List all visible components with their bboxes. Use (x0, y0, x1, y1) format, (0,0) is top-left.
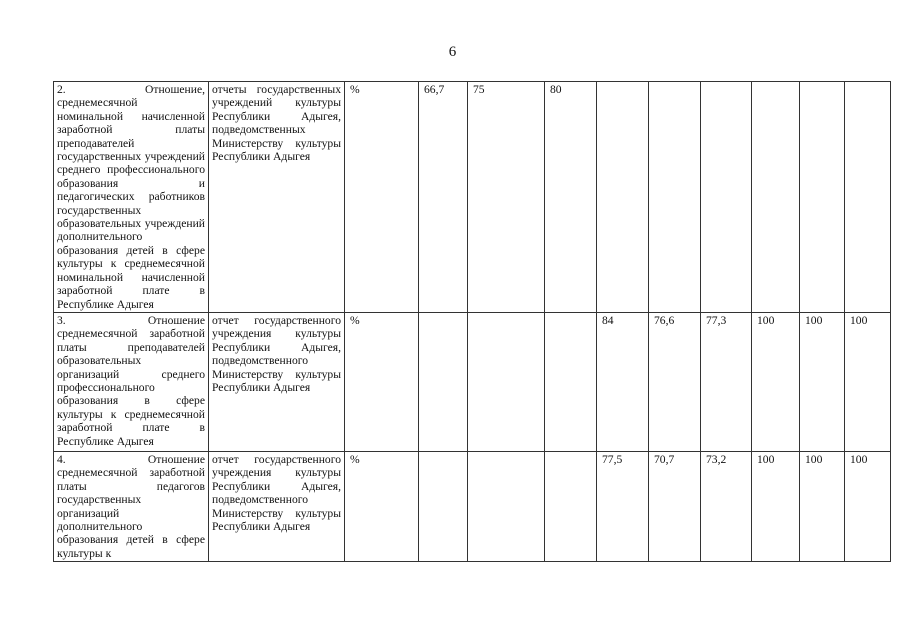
value-cell (845, 82, 891, 313)
value-cell (701, 82, 752, 313)
value-cell: 66,7 (419, 82, 468, 313)
unit-cell: % (345, 312, 419, 451)
value-cell: 100 (752, 312, 800, 451)
source-cell: отчеты государственных учреждений культуры Республики Адыгея, подведомственных Министерству культуры Республики Адыгея (209, 82, 345, 313)
source-cell: отчет государственного учреждения культуры Республики Адыгея, подведомственного Министерству культуры Республики Адыгея (209, 312, 345, 451)
source-cell: отчет государственного учреждения культуры Республики Адыгея, подведомственного Министерству культуры Республики Адыгея (209, 451, 345, 561)
value-cell (545, 312, 597, 451)
value-cell: 70,7 (649, 451, 701, 561)
unit-cell: % (345, 82, 419, 313)
value-cell: 100 (752, 451, 800, 561)
value-cell: 100 (845, 451, 891, 561)
value-cell (419, 312, 468, 451)
table-row (54, 451, 891, 561)
indicator-cell: 2. Отношение, среднемесячной номинальной начисленной заработной платы преподавателей государственных учреждений среднего профессионального образования и педагогических работников государственных образовательных учреждений дополнительного образования детей в сфере культуры к среднемесячной номинальной начисленной заработной плате в Республике Адыгея (54, 82, 209, 313)
value-cell: 84 (597, 312, 649, 451)
value-cell: 100 (800, 312, 845, 451)
indicators-table (53, 81, 891, 562)
value-cell: 77,5 (597, 451, 649, 561)
indicator-cell: 3. Отношение среднемесячной заработной платы преподавателей образовательных организаций среднего профессионального образования в сфере культуры к среднемесячной заработной плате в Республике Адыгея (54, 312, 209, 451)
value-cell (468, 451, 545, 561)
value-cell: 77,3 (701, 312, 752, 451)
value-cell (419, 451, 468, 561)
unit-cell: % (345, 451, 419, 561)
value-cell: 100 (800, 451, 845, 561)
indicator-cell: 4. Отношение среднемесячной заработной платы педагогов государственных организаций дополнительного образования детей в сфере культуры к (54, 451, 209, 561)
value-cell (800, 82, 845, 313)
value-cell (468, 312, 545, 451)
value-cell (545, 451, 597, 561)
value-cell (597, 82, 649, 313)
value-cell: 100 (845, 312, 891, 451)
table-row (54, 312, 891, 451)
page-number: 6 (448, 44, 457, 60)
value-cell: 75 (468, 82, 545, 313)
table-row (54, 82, 891, 313)
value-cell (649, 82, 701, 313)
value-cell: 76,6 (649, 312, 701, 451)
value-cell (752, 82, 800, 313)
value-cell: 73,2 (701, 451, 752, 561)
value-cell: 80 (545, 82, 597, 313)
